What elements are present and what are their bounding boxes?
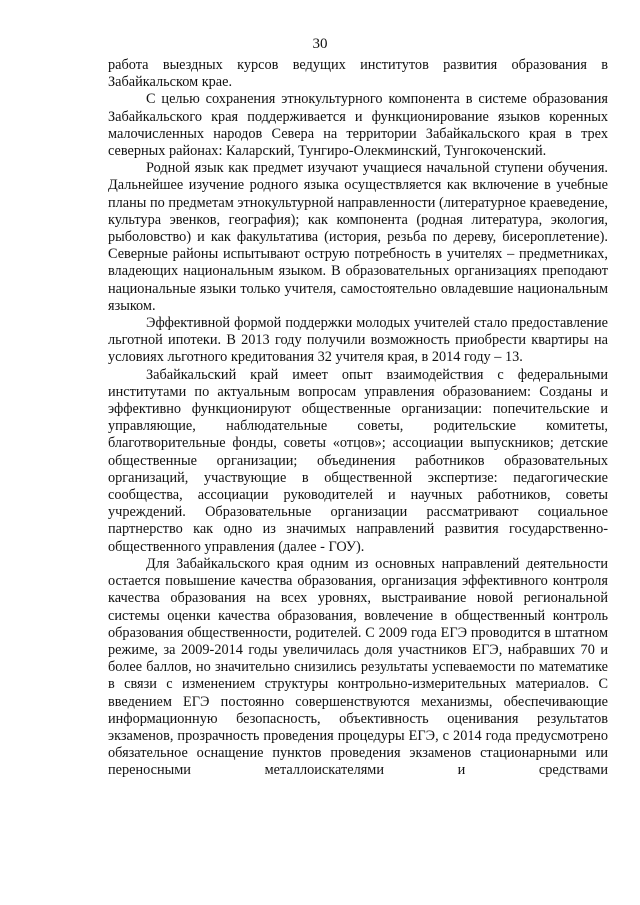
paragraph-quality-control: Для Забайкальского края одним из основных направлений деятельности остается повышение качества образования, организация эффективного контроля качества образования на всех уровнях, выстраивание новой региональной системы оценки качества образования, вовлечение в общественный контроль образования общественности, родителей. С 2009 года ЕГЭ проводится в штатном режиме, за 2009-2014 годы увеличилась доля участников ЕГЭ, набравших 70 и более баллов, но значительно снизились результаты успеваемости по математике в связи с изменением структуры контрольно-измерительных материалов. С введением ЕГЭ постоянно совершенствуются механизмы, обеспечивающие информационную безопасность, объективность оценивания результатов экзаменов, прозрачность проведения процедуры ЕГЭ, с 2014 года предусмотрено обязательное оснащение пунктов проведения экзаменов стационарными или переносными металлоискателями и средствами (108, 555, 608, 779)
paragraph-native-language: Родной язык как предмет изучают учащиеся начальной ступени обучения. Дальнейшее изучение родного языка осуществляется как включение в учебные планы по предметам этнокультурной направленности (литературное краеведение, культура эвенков, география); как компонента (родная литература, экология, рыболовство) и как факультатива (история, резьба по дереву, бисероплетение). Северные районы испытывают острую потребность в учителях – предметниках, владеющих национальным языком. В образовательных организациях преподают национальные языки только учителя, самостоятельно овладевшие национальным языком. (108, 160, 608, 314)
document-body (108, 57, 608, 780)
page-number: 30 (312, 36, 328, 52)
paragraph-continuation: работа выездных курсов ведущих институтов развития образования в Забайкальском крае. (108, 57, 608, 91)
paragraph-mortgage: Эффективной формой поддержки молодых учителей стало предоставление льготной ипотеки. В 2013 году получили возможность приобрести квартиры на условиях льготного кредитования 32 учителя края, в 2014 году – 13. (108, 315, 608, 366)
paragraph-public-management: Забайкальский край имеет опыт взаимодействия с федеральными институтами по актуальным вопросам управления образованием: Созданы и эффективно функционируют общественные организации: попечительские и управляющие, наблюдательные советы, родительские комитеты, благотворительные фонды, советы «отцов»; ассоциации выпускников; детские общественные организации; объединения работников образовательных организаций, участвующие в общественной экспертизе: педагогические сообщества, ассоциации руководителей и научных работников, советы учреждений. Образовательные организации рассматривают социальное партнерство как одно из значимых направлений развития государственно-общественного управления (далее - ГОУ). (108, 366, 608, 555)
paragraph-ethnocultural: С целью сохранения этнокультурного компонента в системе образования Забайкальского края поддерживается и функционирование языков коренных малочисленных народов Севера на территории Забайкальского края в трех северных районах: Каларский, Тунгиро-Олекминский, Тунгокоченский. (108, 91, 608, 160)
